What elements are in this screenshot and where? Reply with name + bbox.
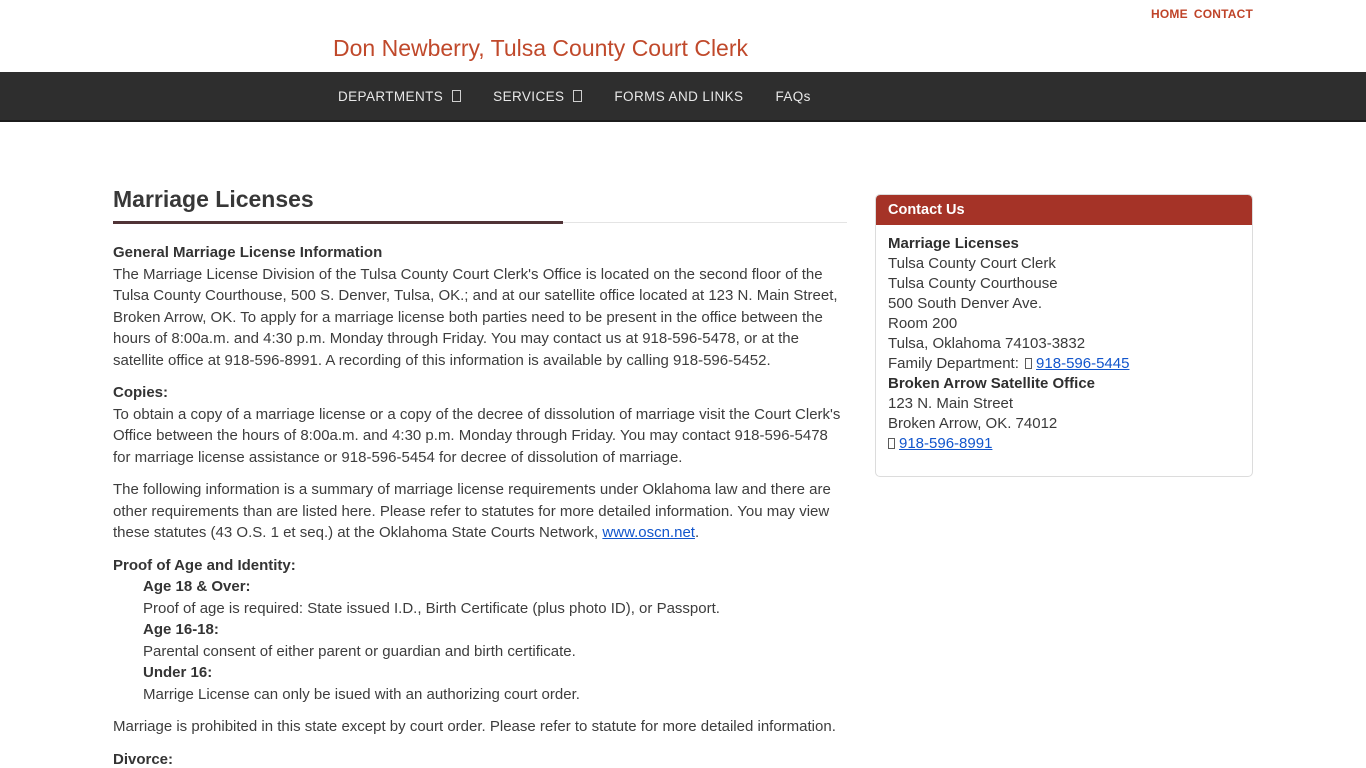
article-body bbox=[113, 242, 847, 768]
family-department-label: Family Department: bbox=[888, 355, 1024, 372]
general-info-paragraph bbox=[113, 242, 847, 371]
contact-us-box bbox=[875, 194, 1253, 477]
contact-line: Tulsa County Court Clerk bbox=[888, 255, 1056, 272]
page-content bbox=[113, 122, 1253, 768]
nav-item-faqs[interactable] bbox=[775, 89, 810, 104]
family-department-line bbox=[888, 354, 1240, 374]
divorce-heading: Divorce: bbox=[113, 750, 174, 768]
main-column bbox=[113, 186, 871, 768]
contact-office1-title: Marriage Licenses bbox=[888, 235, 1019, 252]
phone-icon bbox=[1025, 358, 1032, 369]
oscn-link[interactable]: www.oscn.net bbox=[602, 524, 695, 541]
nav-item-forms-and-links-label: FORMS AND LINKS bbox=[614, 88, 744, 104]
contact-us-body bbox=[876, 225, 1252, 476]
satellite-phone-line bbox=[888, 434, 1240, 454]
under-16-text: Marrige License can only be isued with an authorizing court order. bbox=[143, 685, 580, 703]
contact-line: 123 N. Main Street bbox=[888, 395, 1014, 412]
top-utility-bar bbox=[0, 0, 1366, 21]
proof-of-age-section bbox=[113, 555, 847, 706]
nav-item-faqs-label: FAQs bbox=[775, 88, 811, 104]
site-title: Don Newberry, Tulsa County Court Clerk bbox=[333, 35, 748, 61]
age-16-18-text: Parental consent of either parent or guardian and birth certificate. bbox=[143, 642, 576, 660]
contact-line: Room 200 bbox=[888, 315, 958, 332]
contact-line: 500 South Denver Ave. bbox=[888, 295, 1042, 312]
contact-office2-title: Broken Arrow Satellite Office bbox=[888, 375, 1095, 392]
contact-line: Broken Arrow, OK. 74012 bbox=[888, 415, 1058, 432]
general-info-text: The Marriage License Division of the Tulsa County Court Clerk's Office is located on the second floor of the Tulsa County Courthouse, 500 S. Denver, Tulsa, OK.; and at our satellite office located at 123 N. Main Street, Broken Arrow, OK. To apply for a marriage license both parties need to be present in the office between the hours of 8:00a.m. and 4:30 p.m. Monday through Friday. You may contact us at 918-596-5478, or at the satellite office at 918-596-8991. A recording of this information is available by calling 918-596-5452. bbox=[113, 265, 838, 369]
site-header bbox=[0, 21, 1366, 72]
age-18-over-block bbox=[143, 576, 847, 705]
copies-text: To obtain a copy of a marriage license or a copy of the decree of dissolution of marriage visit the Court Clerk's Office between the hours of 8:00a.m. and 4:30 p.m. Monday through Friday. You may contact 918-596-5478 for marriage license assistance or 918-596-5454 for decree of dissolution of marriage. bbox=[113, 405, 841, 466]
statutes-text-after: . bbox=[694, 524, 700, 541]
home-link[interactable]: HOME bbox=[1151, 7, 1188, 21]
proof-of-age-heading: Proof of Age and Identity: bbox=[113, 556, 296, 574]
nav-item-services-label: SERVICES bbox=[493, 88, 565, 104]
under-16-label: Under 16: bbox=[143, 664, 213, 681]
main-navbar bbox=[0, 72, 1366, 122]
prohibited-paragraph: Marriage is prohibited in this state except by court order. Please refer to statute for more detailed information. bbox=[113, 718, 836, 735]
general-info-heading: General Marriage License Information bbox=[113, 244, 383, 261]
dropdown-caret-icon bbox=[452, 90, 461, 102]
nav-item-departments-label: DEPARTMENTS bbox=[338, 88, 444, 104]
satellite-phone-link[interactable]: 918-596-8991 bbox=[899, 435, 993, 452]
contact-us-header: Contact Us bbox=[876, 195, 1252, 225]
nav-item-forms-and-links[interactable] bbox=[614, 89, 743, 104]
phone-icon bbox=[888, 438, 895, 449]
copies-heading: Copies: bbox=[113, 384, 169, 401]
contact-line: Tulsa, Oklahoma 74103-3832 bbox=[888, 335, 1086, 352]
family-department-phone-link[interactable]: 918-596-5445 bbox=[1036, 355, 1130, 372]
divorce-section bbox=[113, 749, 847, 768]
age-18-over-label: Age 18 & Over: bbox=[143, 578, 251, 595]
nav-item-departments[interactable] bbox=[338, 89, 461, 104]
nav-item-services[interactable] bbox=[493, 89, 582, 104]
contact-link[interactable]: CONTACT bbox=[1193, 7, 1253, 21]
copies-paragraph bbox=[113, 382, 847, 468]
age-16-18-label: Age 16-18: bbox=[143, 621, 219, 638]
sidebar-column bbox=[871, 186, 1253, 768]
dropdown-caret-icon bbox=[573, 90, 582, 102]
statutes-text-before: The following information is a summary of marriage license requirements under Oklahoma law and there are other requirements than are listed here. Please refer to statutes for more detailed information. You may view these statutes (43 O.S. 1 et seq.) at the Oklahoma State Courts Network, bbox=[113, 481, 831, 541]
contact-line: Tulsa County Courthouse bbox=[888, 275, 1058, 292]
age-18-over-text: Proof of age is required: State issued I.D., Birth Certificate (plus photo ID), or Passport. bbox=[143, 599, 720, 617]
statutes-paragraph bbox=[113, 479, 847, 544]
page-title: Marriage Licenses bbox=[113, 186, 847, 223]
